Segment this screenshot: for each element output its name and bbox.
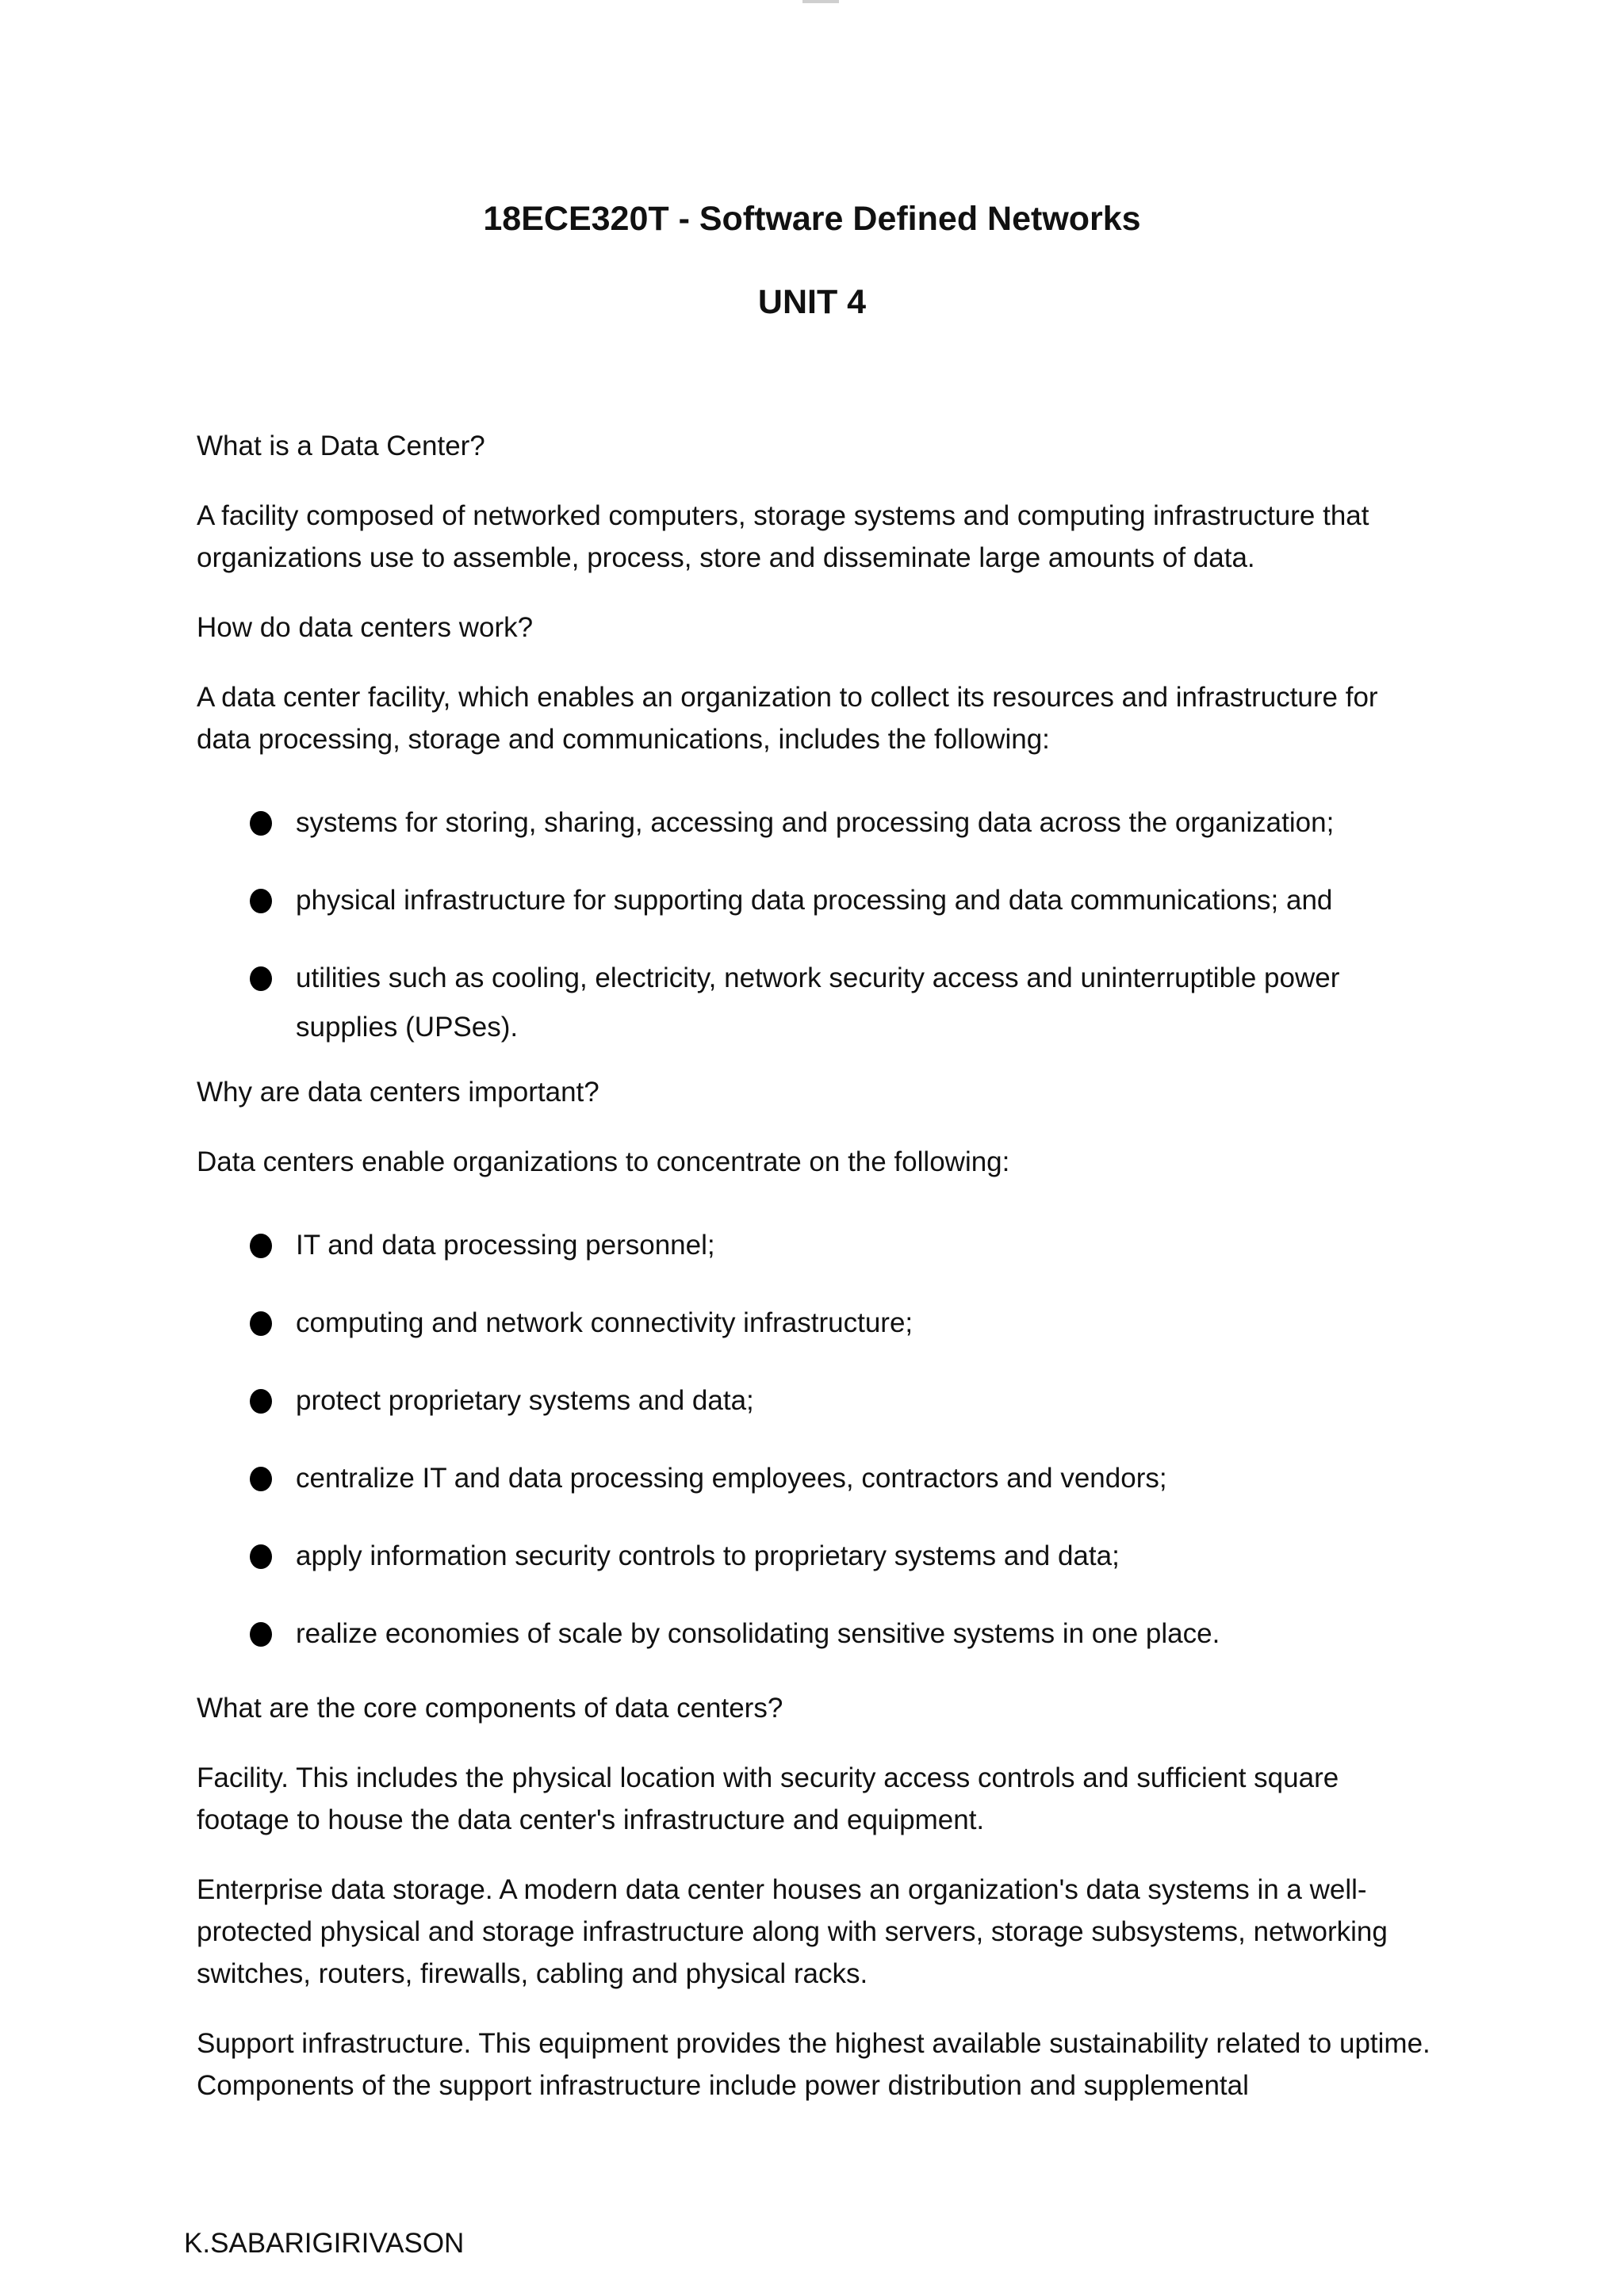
question-core-components: What are the core components of data centers? (197, 1693, 783, 1724)
question-how-data-centers-work: How do data centers work? (197, 612, 534, 643)
bullet-icon (250, 966, 272, 991)
answer-why-important: Data centers enable organizations to concentrate on the following: (197, 1146, 1010, 1177)
list-item-text: computing and network connectivity infrastructure; (296, 1307, 914, 1338)
list-item-text: physical infrastructure for supporting data processing and data communications; and (296, 885, 1333, 916)
list-item-text: systems for storing, sharing, accessing and processing data across the organization; (296, 807, 1335, 838)
list-item-text: protect proprietary systems and data; (296, 1385, 754, 1416)
list-item (197, 1532, 1434, 1581)
answer-how-data-centers-work: A data center facility, which enables an organization to collect its resources and infrastructure for data processing, storage and communications, includes the following: (197, 682, 1378, 755)
list-item (197, 876, 1434, 925)
importance-list (197, 1221, 1434, 1659)
footer-author: K.SABARIGIRIVASON (184, 2228, 465, 2259)
list-item (197, 798, 1434, 848)
list-item-text: apply information security controls to proprietary systems and data; (296, 1540, 1120, 1571)
bullet-icon (250, 1234, 272, 1258)
document-title: 18ECE320T - Software Defined Networks (483, 200, 1141, 238)
list-item-text: centralize IT and data processing employees, contractors and vendors; (296, 1463, 1167, 1494)
list-item-text: realize economies of scale by consolidating sensitive systems in one place. (296, 1618, 1220, 1649)
bullet-icon (250, 1389, 272, 1414)
header-mark (802, 0, 839, 3)
document-body (197, 425, 1434, 2134)
facility-features-list (197, 798, 1434, 1052)
list-item (197, 1609, 1434, 1659)
paragraph-enterprise-storage: Enterprise data storage. A modern data center houses an organization's data systems in a well-protected physical and storage infrastructure along with servers, storage subsystems, networking switches, routers, firewalls, cabling and physical racks. (197, 1874, 1388, 1989)
bullet-icon (250, 1622, 272, 1647)
paragraph-support-infrastructure: Support infrastructure. This equipment provides the highest available sustainability related to uptime. Components of the support infrastructure include power distribution and supplemental (197, 2028, 1431, 2101)
answer-what-is-data-center: A facility composed of networked computers, storage systems and computing infrastructure that organizations use to assemble, process, store and disseminate large amounts of data. (197, 500, 1369, 573)
bullet-icon (250, 1311, 272, 1336)
list-item (197, 954, 1434, 1052)
bullet-icon (250, 889, 272, 913)
bullet-icon (250, 1467, 272, 1491)
unit-heading: UNIT 4 (757, 283, 867, 321)
question-why-important: Why are data centers important? (197, 1077, 599, 1108)
bullet-icon (250, 1544, 272, 1569)
list-item-text: IT and data processing personnel; (296, 1230, 715, 1261)
list-item (197, 1221, 1434, 1270)
list-item (197, 1454, 1434, 1503)
list-item (197, 1376, 1434, 1425)
list-item (197, 1299, 1434, 1348)
paragraph-facility: Facility. This includes the physical location with security access controls and sufﬁcient square footage to house the data center's infrastructure and equipment. (197, 1762, 1339, 1835)
question-what-is-data-center: What is a Data Center? (197, 430, 485, 461)
list-item-text: utilities such as cooling, electricity, network security access and uninterruptible power supplies (UPSes). (296, 962, 1340, 1043)
bullet-icon (250, 811, 272, 836)
